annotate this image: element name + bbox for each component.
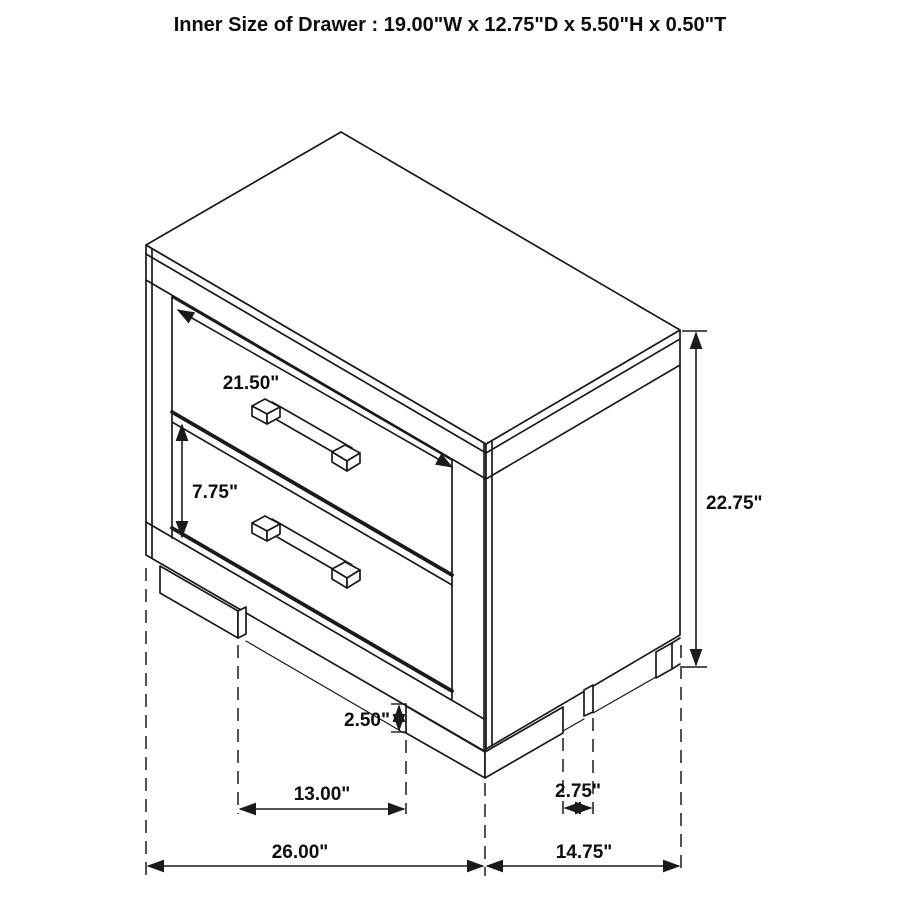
drawer-width-label: 21.50": [222, 373, 280, 394]
overall-width-label: 26.00": [271, 842, 329, 863]
dim-base-cutout-width: [240, 784, 404, 809]
cabinet-body: [146, 132, 680, 752]
side-middle-leg: [584, 685, 593, 716]
side-leg-width-label: 2.75": [555, 781, 601, 802]
dim-overall-width: [148, 842, 483, 866]
base-height-label: 2.50": [344, 710, 390, 731]
drawing-title: Inner Size of Drawer : 19.00"W x 12.75"D x 5.50"H x 0.50"T: [173, 14, 727, 36]
overall-depth-label: 14.75": [555, 842, 613, 863]
dim-side-leg-width: [555, 781, 601, 808]
base-cutout-width-label: 13.00": [293, 784, 351, 805]
overall-height-label: 22.75": [706, 493, 763, 514]
dim-overall-depth: [487, 842, 679, 866]
dim-base-height: [344, 704, 407, 732]
dim-overall-height: [682, 331, 763, 667]
drawer-front-height-label: 7.75": [192, 482, 238, 503]
